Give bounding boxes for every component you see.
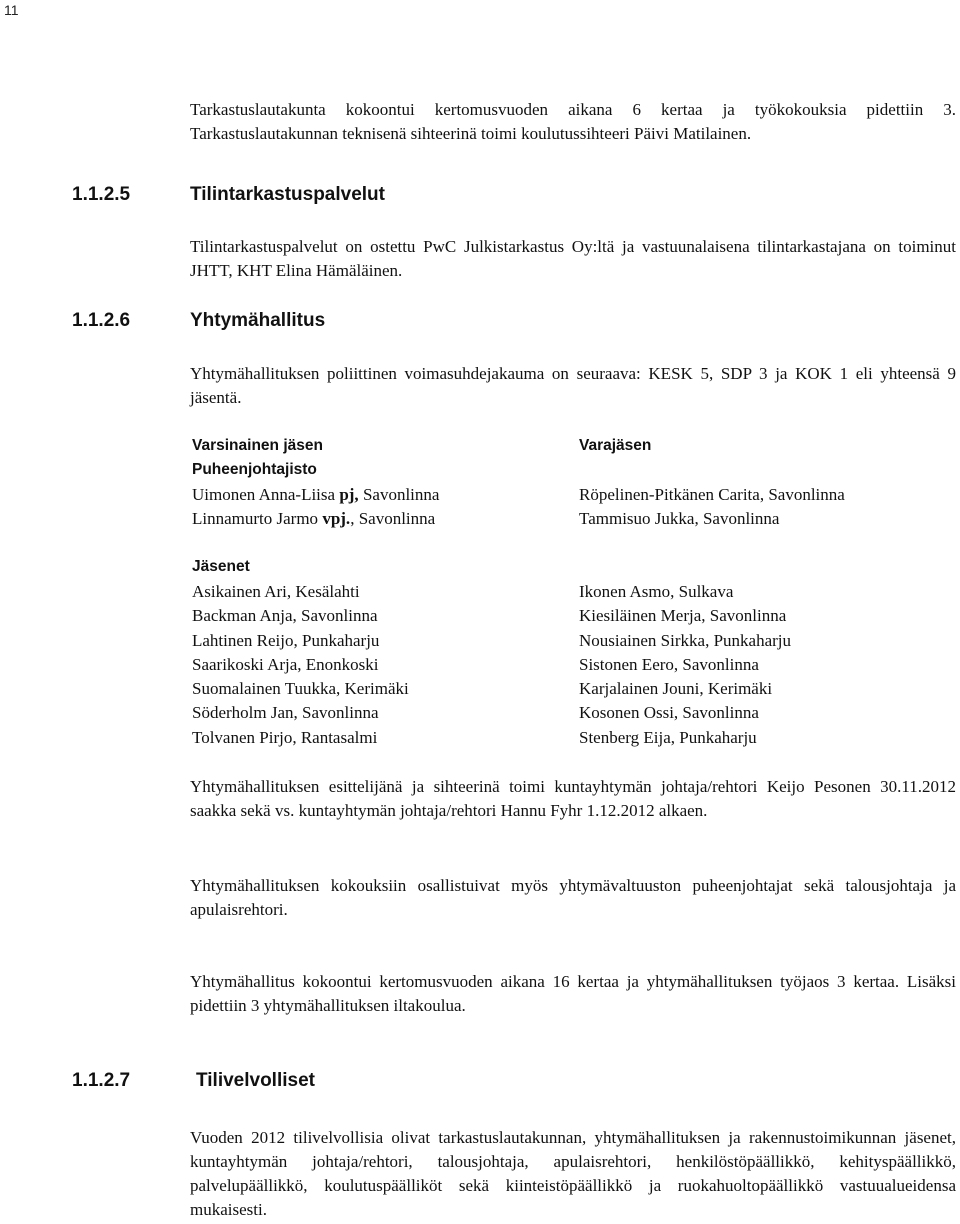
audit-services-paragraph: Tilintarkastuspalvelut on ostettu PwC Julkistarkastus Oy:ltä ja vastuunalaisena tilintarkastajana on toiminut JHTT, KHT Elina Hämäläinen. <box>190 237 956 280</box>
chairs-heading: Puheenjohtajisto <box>192 461 317 478</box>
section-number: 1.1.2.6 <box>72 310 131 331</box>
section-number: 1.1.2.5 <box>72 184 131 205</box>
chair-role: pj, <box>339 485 359 504</box>
section-title: Tilintarkastuspalvelut <box>190 184 385 205</box>
member-row: Suomalainen Tuukka, Kerimäki <box>192 679 409 699</box>
chairs-list <box>192 483 439 532</box>
chair-name: Linnamurto Jarmo <box>192 509 323 529</box>
section-title: Tilivelvolliset <box>196 1070 315 1091</box>
page-number: 11 <box>4 2 19 18</box>
section-number: 1.1.2.7 <box>72 1070 131 1091</box>
members-list <box>192 580 409 750</box>
deputy-row: Stenberg Eija, Punkaharju <box>579 727 757 747</box>
deputies-list <box>579 580 791 750</box>
section-heading-tilivelvolliset <box>72 1069 952 1097</box>
deputy-row: Tammisuo Jukka, Savonlinna <box>579 509 780 529</box>
deputy-row: Nousiainen Sirkka, Punkaharju <box>579 630 791 650</box>
member-row: Lahtinen Reijo, Punkaharju <box>192 630 380 650</box>
member-row: Söderholm Jan, Savonlinna <box>192 703 379 723</box>
presenter-paragraph: Yhtymähallituksen esittelijänä ja sihteerinä toimi kuntayhtymän johtaja/rehtori Keijo Pesonen 30.11.2012 saakka sekä vs. kuntayhtymän johtaja/rehtori Hannu Fyhr 1.12.2012 alkaen. <box>190 777 956 820</box>
section-heading-yhtymahallitus <box>72 309 952 337</box>
deputy-row: Ikonen Asmo, Sulkava <box>579 582 734 601</box>
deputy-row: Röpelinen-Pitkänen Carita, Savonlinna <box>579 485 845 504</box>
accountable-persons-paragraph: Vuoden 2012 tilivelvollisia olivat tarkastuslautakunnan, yhtymähallituksen ja rakennustoimikunnan jäsenet, kuntayhtymän johtaja/rehtori, talousjohtaja, apulaisrehtori, henkilöstöpäällikkö, kehityspäällikkö, palvelupäällikkö, koulutuspäälliköt sekä kiinteistöpäällikkö ja ruokahuoltopäällikkö vastuualueidensa mukaisesti. <box>190 1128 956 1219</box>
chair-place: , Savonlinna <box>350 509 436 529</box>
deputy-row: Kosonen Ossi, Savonlinna <box>579 703 759 723</box>
intro-paragraph: Tarkastuslautakunta kokoontui kertomusvuoden aikana 6 kertaa ja työkokouksia pidettiin 3. Tarkastuslautakunnan teknisenä sihteerinä toimi koulutussihteeri Päivi Matilainen. <box>190 100 956 143</box>
board-composition-paragraph: Yhtymähallituksen poliittinen voimasuhdejakauma on seuraava: KESK 5, SDP 3 ja KOK 1 eli yhteensä 9 jäsentä. <box>190 364 956 407</box>
member-row: Backman Anja, Savonlinna <box>192 606 378 626</box>
members-heading: Jäsenet <box>192 558 250 575</box>
member-row: Asikainen Ari, Kesälahti <box>192 582 360 601</box>
chair-row <box>192 507 439 531</box>
chair-row <box>192 483 439 507</box>
right-column-heading: Varajäsen <box>579 437 652 454</box>
participants-paragraph: Yhtymähallituksen kokouksiin osallistuivat myös yhtymävaltuuston puheenjohtajat sekä talousjohtaja ja apulaisrehtori. <box>190 876 956 919</box>
deputy-row: Kiesiläinen Merja, Savonlinna <box>579 606 787 626</box>
chair-name: Uimonen Anna-Liisa <box>192 485 340 504</box>
chair-place: Savonlinna <box>358 485 440 504</box>
deputy-row: Karjalainen Jouni, Kerimäki <box>579 679 773 699</box>
member-row: Saarikoski Arja, Enonkoski <box>192 654 379 674</box>
meetings-paragraph: Yhtymähallitus kokoontui kertomusvuoden aikana 16 kertaa ja yhtymähallituksen työjaos 3 kertaa. Lisäksi pidettiin 3 yhtymähallituksen iltakoulua. <box>190 972 956 1015</box>
chair-deputies-list <box>579 483 845 532</box>
chair-role: vpj. <box>322 509 351 529</box>
member-row: Tolvanen Pirjo, Rantasalmi <box>192 727 378 747</box>
left-column-heading: Varsinainen jäsen <box>192 437 323 454</box>
deputy-row: Sistonen Eero, Savonlinna <box>579 654 759 674</box>
section-heading-tilintarkastuspalvelut <box>72 183 952 211</box>
section-title: Yhtymähallitus <box>190 310 326 331</box>
